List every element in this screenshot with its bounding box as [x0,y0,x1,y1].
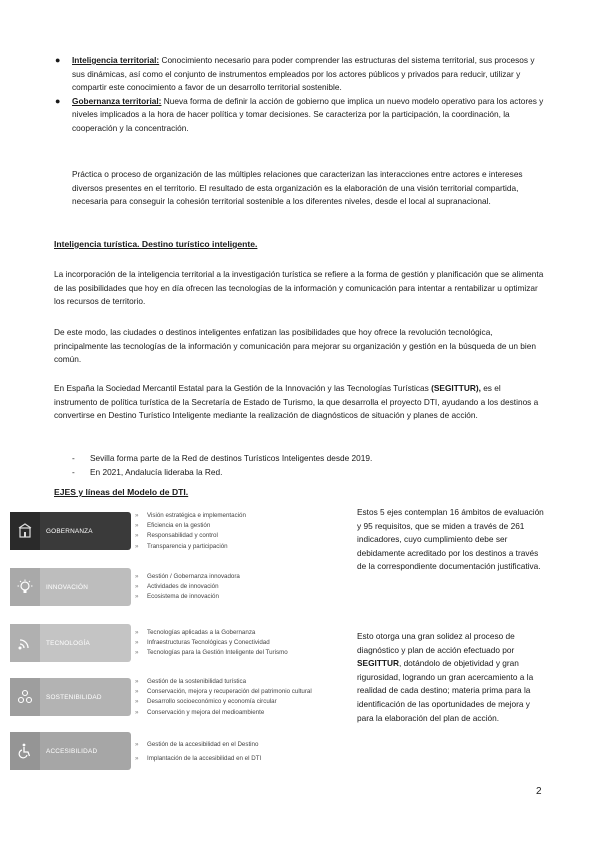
side-paragraph-2 [357,630,547,725]
eje-row-gobernanza [10,508,348,556]
section-heading-ejes: EJES y líneas del Modelo de DTI. [54,487,189,497]
list-item-text: Sevilla forma parte de la Red de destinos Turísticos Inteligentes desde 2019. [90,453,373,463]
list-item-text: En 2021, Andalucía lideraba la Red. [90,466,223,477]
eje-label: INNOVACIÓN [46,583,89,591]
list-item: - En 2021, Andalucía lideraba la Red. [72,466,223,477]
eje-item: » Desarrollo socioeconómico y economía circular [135,698,277,706]
list-item: - Sevilla forma parte de la Red de destinos Turísticos Inteligentes desde 2019. [72,453,373,463]
dti-model-figure [10,508,348,770]
building-icon [10,512,40,550]
eje-label: TECNOLOGÍA [46,639,90,647]
eje-label: GOBERNANZA [46,527,93,535]
eje-item: » Tecnologías aplicadas a la Gobernanza [135,629,256,636]
eje-items [135,740,347,764]
side-paragraph-1: Estos 5 ejes contemplan 16 ámbitos de evaluación y 95 requisitos, que se miden a través de 261 indicadores, cuyo cumplimiento debe ser debidamente acreditado por los destinos a través de la correspondiente documentación justificativa. [357,507,544,572]
eje-item: » Transparencia y participación [135,542,228,550]
eje-items [135,628,347,659]
eje-label: SOSTENIBILIDAD [46,693,102,701]
eje-row-sostenibilidad [10,674,348,722]
eje-item: » Implantación de la accesibilidad en el DTI [135,755,262,763]
bullet-icon: ● [55,55,61,65]
segittur-bold: (SEGITTUR), [431,383,481,393]
definition-item [52,54,547,95]
paragraph-1: La incorporación de la inteligencia territorial a la investigación turística se refiere a la forma de gestión y planificación que se alimenta de las posibilidades que hoy en día ofrecen las tecnologías de la información y comunicación para intentar a rentabilizar u optimizar los recursos de territorio. [54,269,544,307]
eje-item: » Gestión de la sostenibilidad turística [135,678,247,685]
paragraph-3-text-end: es el instrumento de política turística de la Secretaría de Estado de Turismo, la que desarrolla el proyecto DTI, ayudando a los destinos a convertirse en Destino Turístico Inteligente mediante la realización de diagnósticos de situación y planes de acción. [54,383,539,421]
eje-item: » Actividades de innovación [135,583,219,591]
definition-list [52,54,547,136]
eje-items [135,677,347,718]
eje-item: » Visión estratégica e implementación [135,512,246,519]
eje-item: » Gestión de la accesibilidad en el Destino [135,741,259,748]
eje-items [135,572,347,603]
eje-row-accesibilidad [10,728,348,776]
eje-item: » Infraestructuras Tecnológicas y Conectividad [135,639,270,647]
page-number: 2 [536,786,542,797]
eje-label: ACCESIBILIDAD [46,747,98,755]
definition-text: Nueva forma de definir la acción de gobierno que implica un nuevo modelo operativo para los actores y niveles implicados a la hora de hacer política y tomar decisiones. Se caracteriza por la participación, la coordinación, la cooperación y la concentración. [72,95,544,133]
eje-item: » Gestión / Gobernanza innovadora [135,573,240,580]
eje-tab [10,732,131,770]
eje-tab [10,512,131,550]
eje-item: » Tecnologías para la Gestión Inteligente del Turismo [135,649,288,657]
bullet-icon: ● [55,95,61,106]
lightbulb-icon [10,568,40,606]
eje-tab [10,624,131,662]
eje-item: » Eficiencia en la gestión [135,522,211,530]
side-paragraph-2-text-end: , dotándolo de objetividad y gran rigurosidad, logrando un gran acercamiento a la realidad de cada destino; materia prima para la identificación de las oportunidades de mejora y para la elaboración del plan de acción. [357,658,534,723]
eje-item: » Conservación y mejora del medioambiente [135,708,265,716]
eje-item: » Conservación, mejora y recuperación del patrimonio cultural [135,688,312,696]
section-heading-inteligencia: Inteligencia turística. Destino turístico inteligente. [54,239,258,249]
paragraph-3 [54,382,544,423]
eje-tab [10,568,131,606]
eje-item: » Ecosistema de innovación [135,593,219,601]
eje-tab [10,678,131,716]
gobernanza-paragraph: Práctica o proceso de organización de las múltiples relaciones que caracterizan las interacciones entre actores e intereses diversos presentes en el territorio. El resultado de esta organización es la elaboración de una visión territorial compartida, necesaria para conseguir la cohesión territorial sostenible a los diferentes niveles, desde el local al supranacional. [72,169,523,207]
definition-term: Inteligencia territorial: [72,55,160,65]
paragraph-3-text: En España la Sociedad Mercantil Estatal para la Gestión de la Innovación y las Tecnologías Turísticas [54,383,432,393]
eje-row-tecnologia [10,620,348,668]
recycle-icon [10,678,40,716]
segittur-bold: SEGITTUR [357,658,399,669]
eje-row-innovacion [10,564,348,612]
eje-items [135,511,347,552]
wifi-icon [10,624,40,662]
paragraph-2: De este modo, las ciudades o destinos inteligentes enfatizan las posibilidades que hoy ofrece la revolución tecnológica, principalmente las tecnologías de la información y comunicación para mejorar su organización y gestión en la búsqueda de un bien común. [54,327,536,365]
dash-list [72,452,532,479]
definition-item [52,95,547,136]
eje-item: » Responsabilidad y control [135,532,218,540]
wheelchair-icon [10,732,40,770]
definition-term: Gobernanza territorial: [72,95,162,106]
side-paragraph-2-text: Esto otorga una gran solidez al proceso de diagnóstico y plan de acción efectuado por [357,631,515,655]
definition-text: Conocimiento necesario para poder comprender las estructuras del sistema territorial, sus procesos y sus dinámicas, así como el conjunto de instrumentos empleados por los actores públicos y privados para reducir, utilizar y compartir este conocimiento a favor de un desarrollo territorial sostenible. [72,55,535,93]
